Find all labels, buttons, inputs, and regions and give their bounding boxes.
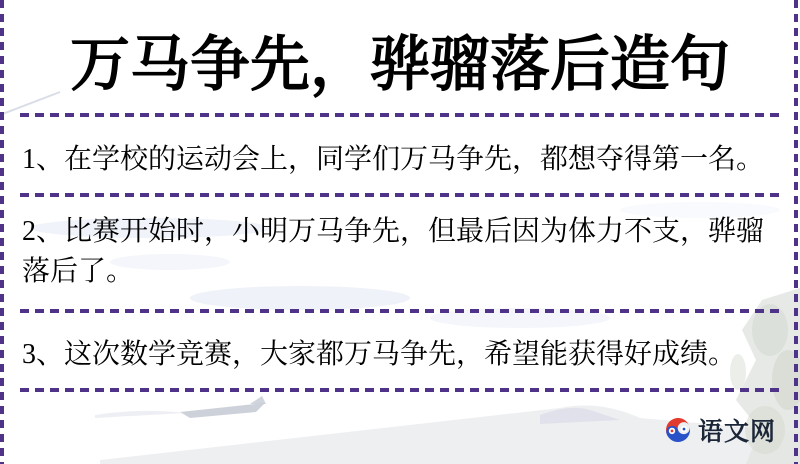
taiji-fish-icon (664, 416, 692, 444)
separator-line-1 (20, 113, 780, 117)
page-title: 万马争先，骅骝落后造句 (70, 32, 730, 98)
sentence-item-2: 2、比赛开始时，小明万马争先，但最后因为体力不支，骅骝落后了。 (22, 216, 765, 287)
sentence-item-3: 3、这次数学竞赛，大家都万马争先，希望能获得好成绩。 (22, 339, 737, 370)
site-logo-text: 语文网 (697, 418, 776, 446)
separator-line-4 (20, 388, 780, 392)
separator-line-2 (20, 193, 780, 197)
sentence-item-1: 1、在学校的运动会上，同学们万马争先，都想夺得第一名。 (22, 144, 765, 175)
site-logo (664, 412, 776, 448)
separator-line-3 (20, 309, 780, 313)
